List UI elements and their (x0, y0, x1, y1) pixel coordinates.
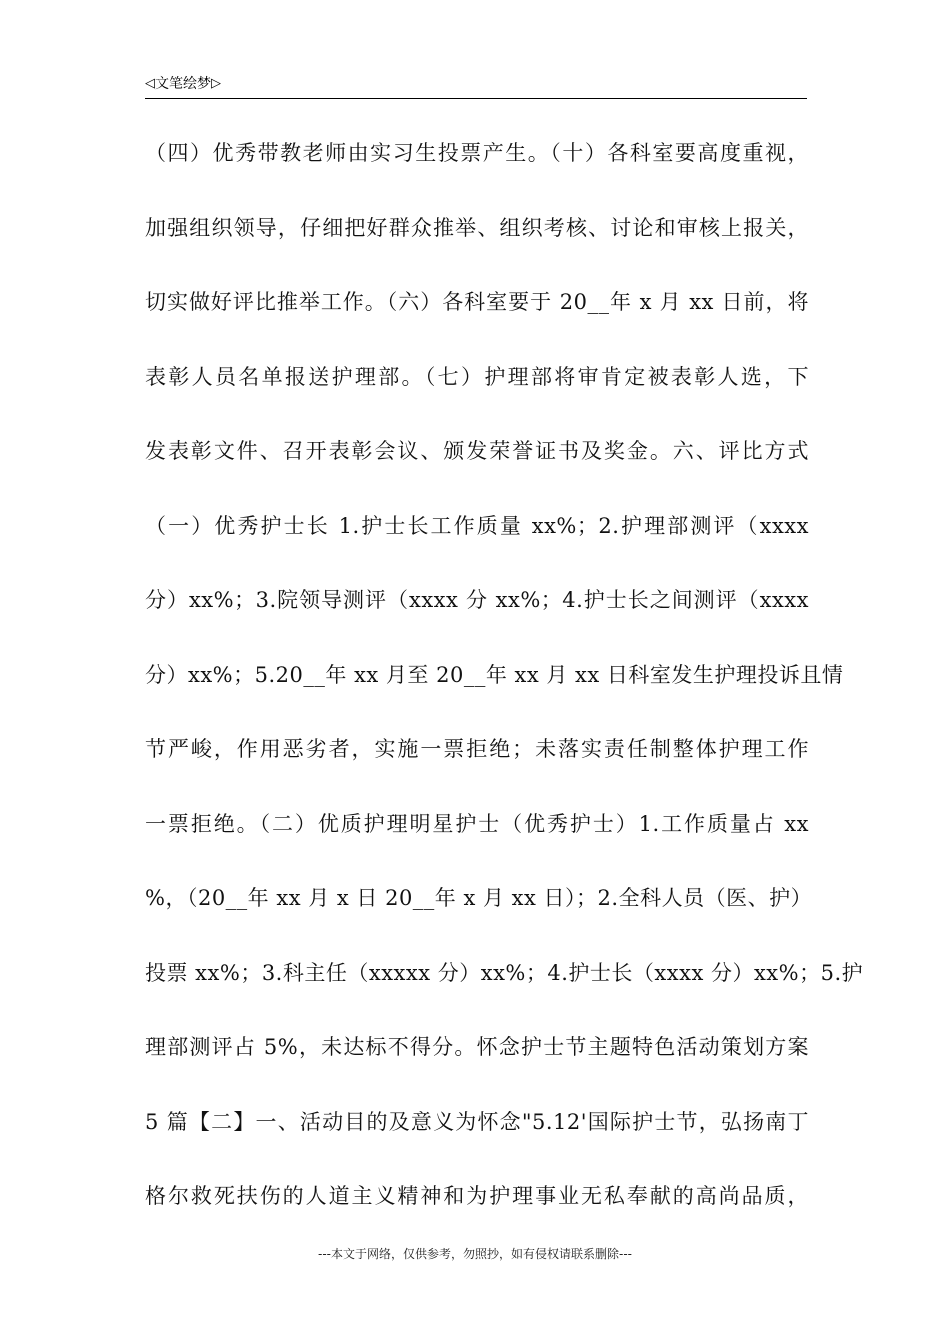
body-line: 投票 xx%；3.科主任（xxxxx 分）xx%；4.护士长（xxxx 分）xx%；5.护 (145, 960, 864, 985)
body-line: 切实做好评比推举工作。（六）各科室要于 20__年 x 月 xx 日前，将 (145, 290, 809, 314)
body-line: 5 篇【二】一、活动目的及意义为怀念"5.12'国际护士节，弘扬南丁 (145, 1109, 809, 1134)
body-line: 节严峻，作用恶劣者，实施一票拒绝；未落实责任制整体护理工作 (145, 737, 809, 761)
body-line: 格尔救死扶伤的人道主义精神和为护理事业无私奉献的高尚品质， (145, 1184, 809, 1208)
body-line: 分）xx%；3.院领导测评（xxxx 分 xx%；4.护士长之间测评（xxxx (145, 588, 809, 612)
left-triangle-icon: ◁ (145, 76, 155, 91)
body-line: 理部测评占 5%，未达标不得分。怀念护士节主题特色活动策划方案 (145, 1035, 809, 1059)
body-line: 一票拒绝。（二）优质护理明星护士（优秀护士）1.工作质量占 xx (145, 811, 809, 836)
body-line: 分）xx%；5.20__年 xx 月至 20__年 xx 月 xx 日科室发生护理投诉且情 (145, 662, 844, 687)
body-line: 表彰人员名单报送护理部。（七）护理部将审肯定被表彰人选，下 (145, 364, 809, 389)
header-title: 文笔绘梦 (155, 76, 211, 92)
body-line: 加强组织领导，仔细把好群众推举、组织考核、讨论和审核上报关， (145, 215, 809, 240)
right-triangle-icon: ▷ (211, 76, 221, 91)
body-line: （一）优秀护士长 1.护士长工作质量 xx%；2.护理部测评（xxxx (145, 513, 809, 538)
body-line: 发表彰文件、召开表彰会议、颁发荣誉证书及奖金。六、评比方式 (145, 439, 809, 463)
document-body (145, 116, 864, 1234)
page-header (145, 74, 807, 99)
body-line: （四）优秀带教老师由实习生投票产生。（十）各科室要高度重视， (145, 141, 809, 165)
body-line: %，（20__年 xx 月 x 日 20__年 x 月 xx 日）；2.全科人员（医、护） (145, 886, 813, 910)
page-footer-disclaimer: ---本文于网络，仅供参考，勿照抄，如有侵权请联系删除--- (318, 1247, 632, 1261)
